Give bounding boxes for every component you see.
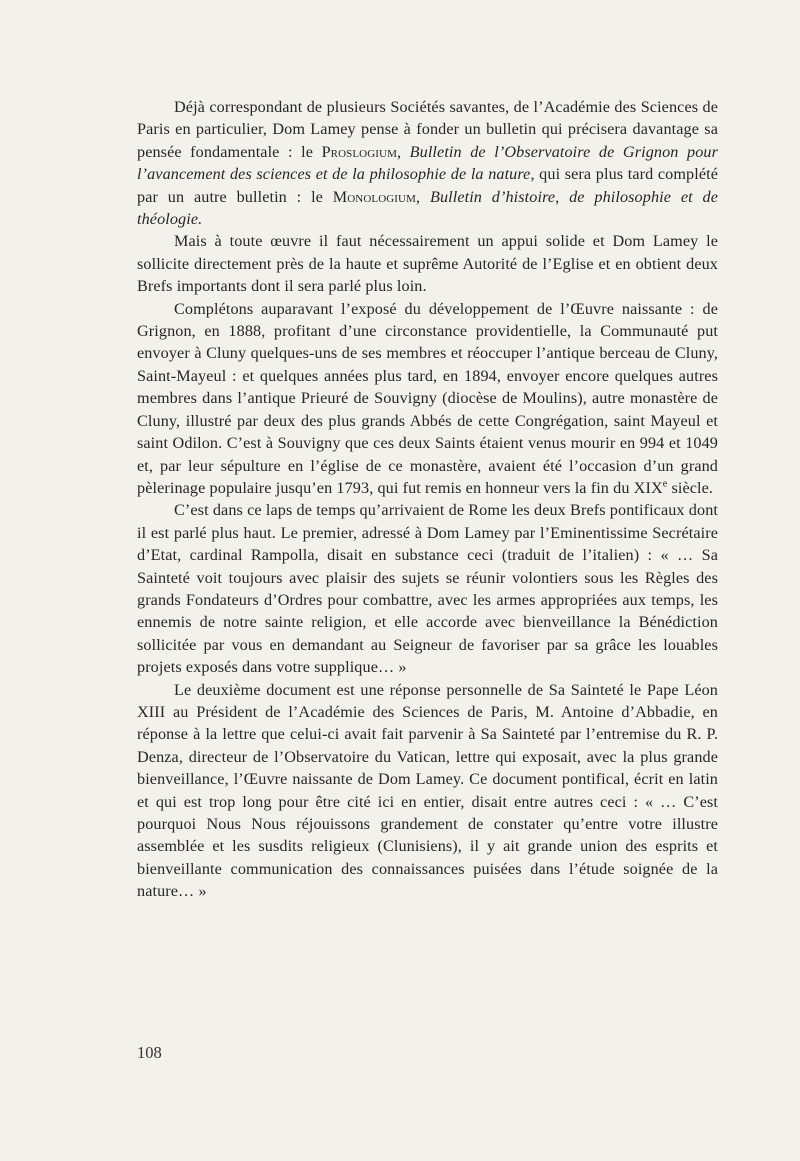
- body-text: [137, 96, 718, 903]
- text-segment: siècle.: [667, 478, 714, 497]
- text-segment: Le deuxième document est une réponse personnelle de Sa Sainteté le Pape Léon XIII au Président de l’Académie des Sciences de Paris, M. Antoine d’Abbadie, en réponse à la lettre que celui-ci avait fait parvenir à Sa Sainteté par l’entremise du R. P. Denza, directeur de l’Observatoire du Vatican, lettre qui exposait, avec la plus grande bienveillance, l’Œuvre naissante de Dom Lamey. Ce document pontifical, écrit en latin et qui est trop long pour être cité ici en entier, disait entre autres ceci : « … C’est pourquoi Nous Nous réjouissons grandement de constater qu’entre votre illustre assemblée et les susdits religieux (Clunisiens), il y ait grande union des esprits et bienveillante communication des connaissances puisées dans l’étude soignée de la nature… »: [137, 680, 718, 901]
- text-segment: Bulletin d’histoire, de philosophie et de théologie.: [137, 187, 718, 229]
- text-segment: Monologium: [332, 187, 416, 206]
- text-segment: ,: [396, 142, 410, 161]
- paragraph-1: [137, 96, 718, 230]
- paragraph-3: [137, 298, 718, 500]
- text-segment: Complétons auparavant l’exposé du développement de l’Œuvre naissante : de Grignon, en 1888, profitant d’une circonstance providentielle, la Communauté put envoyer à Cluny quelques-uns de ses membres et réoccuper l’antique berceau de Cluny, Saint-Mayeul : et quelques années plus tard, en 1894, envoyer encore quelques autres membres dans l’antique Prieuré de Souvigny (diocèse de Moulins), autre monastère de Cluny, illustré par deux des plus grands Abbés de cette Congrégation, saint Mayeul et saint Odilon. C’est à Souvigny que ces deux Saints étaient venus mourir en 994 et 1049 et, par leur sépulture en l’église de ce monastère, avaient été l’occasion d’un grand pèlerinage populaire jusqu’en 1793, qui fut remis en honneur vers la fin du XIX: [137, 299, 718, 497]
- paragraph-2: [137, 230, 718, 297]
- text-segment: C’est dans ce laps de temps qu’arrivaient de Rome les deux Brefs pontificaux dont il est parlé plus haut. Le premier, adressé à Dom Lamey par l’Eminentissime Secrétaire d’Etat, cardinal Rampolla, disait en substance ceci (traduit de l’italien) : « … Sa Sainteté voit toujours avec plaisir des sujets se réunir volontiers sous les Règles des grands Fondateurs d’Ordres pour combattre, avec les armes appropriées aux temps, les ennemis de notre sainte religion, et elle accorde avec bienveillance la Bénédiction sollicitée par vous en demandant au Seigneur de favoriser par sa grâce les louables projets exposés dans votre supplique… »: [137, 501, 718, 677]
- text-segment: , qui sera plus tard complété par un autre bulletin : le: [137, 165, 718, 206]
- text-segment: Mais à toute œuvre il faut nécessairement un appui solide et Dom Lamey le sollicite directement près de la haute et suprême Autorité de l’Eglise et en obtient deux Brefs importants dont il sera parlé plus loin.: [137, 232, 718, 296]
- text-segment: e: [662, 478, 668, 490]
- text-segment: Proslogium: [321, 142, 397, 161]
- text-segment: Déjà correspondant de plusieurs Sociétés savantes, de l’Académie des Sciences de Paris en particulier, Dom Lamey pense à fonder un bulletin qui précisera davantage sa pensée fondamentale : le: [137, 98, 718, 161]
- page-number: 108: [137, 1043, 162, 1062]
- paragraph-5: [137, 679, 718, 903]
- text-segment: ,: [416, 187, 430, 206]
- paragraph-4: [137, 499, 718, 678]
- text-segment: Bulletin de l’Observatoire de Grignon pour l’avancement des sciences et de la philosophie de la nature: [137, 142, 718, 184]
